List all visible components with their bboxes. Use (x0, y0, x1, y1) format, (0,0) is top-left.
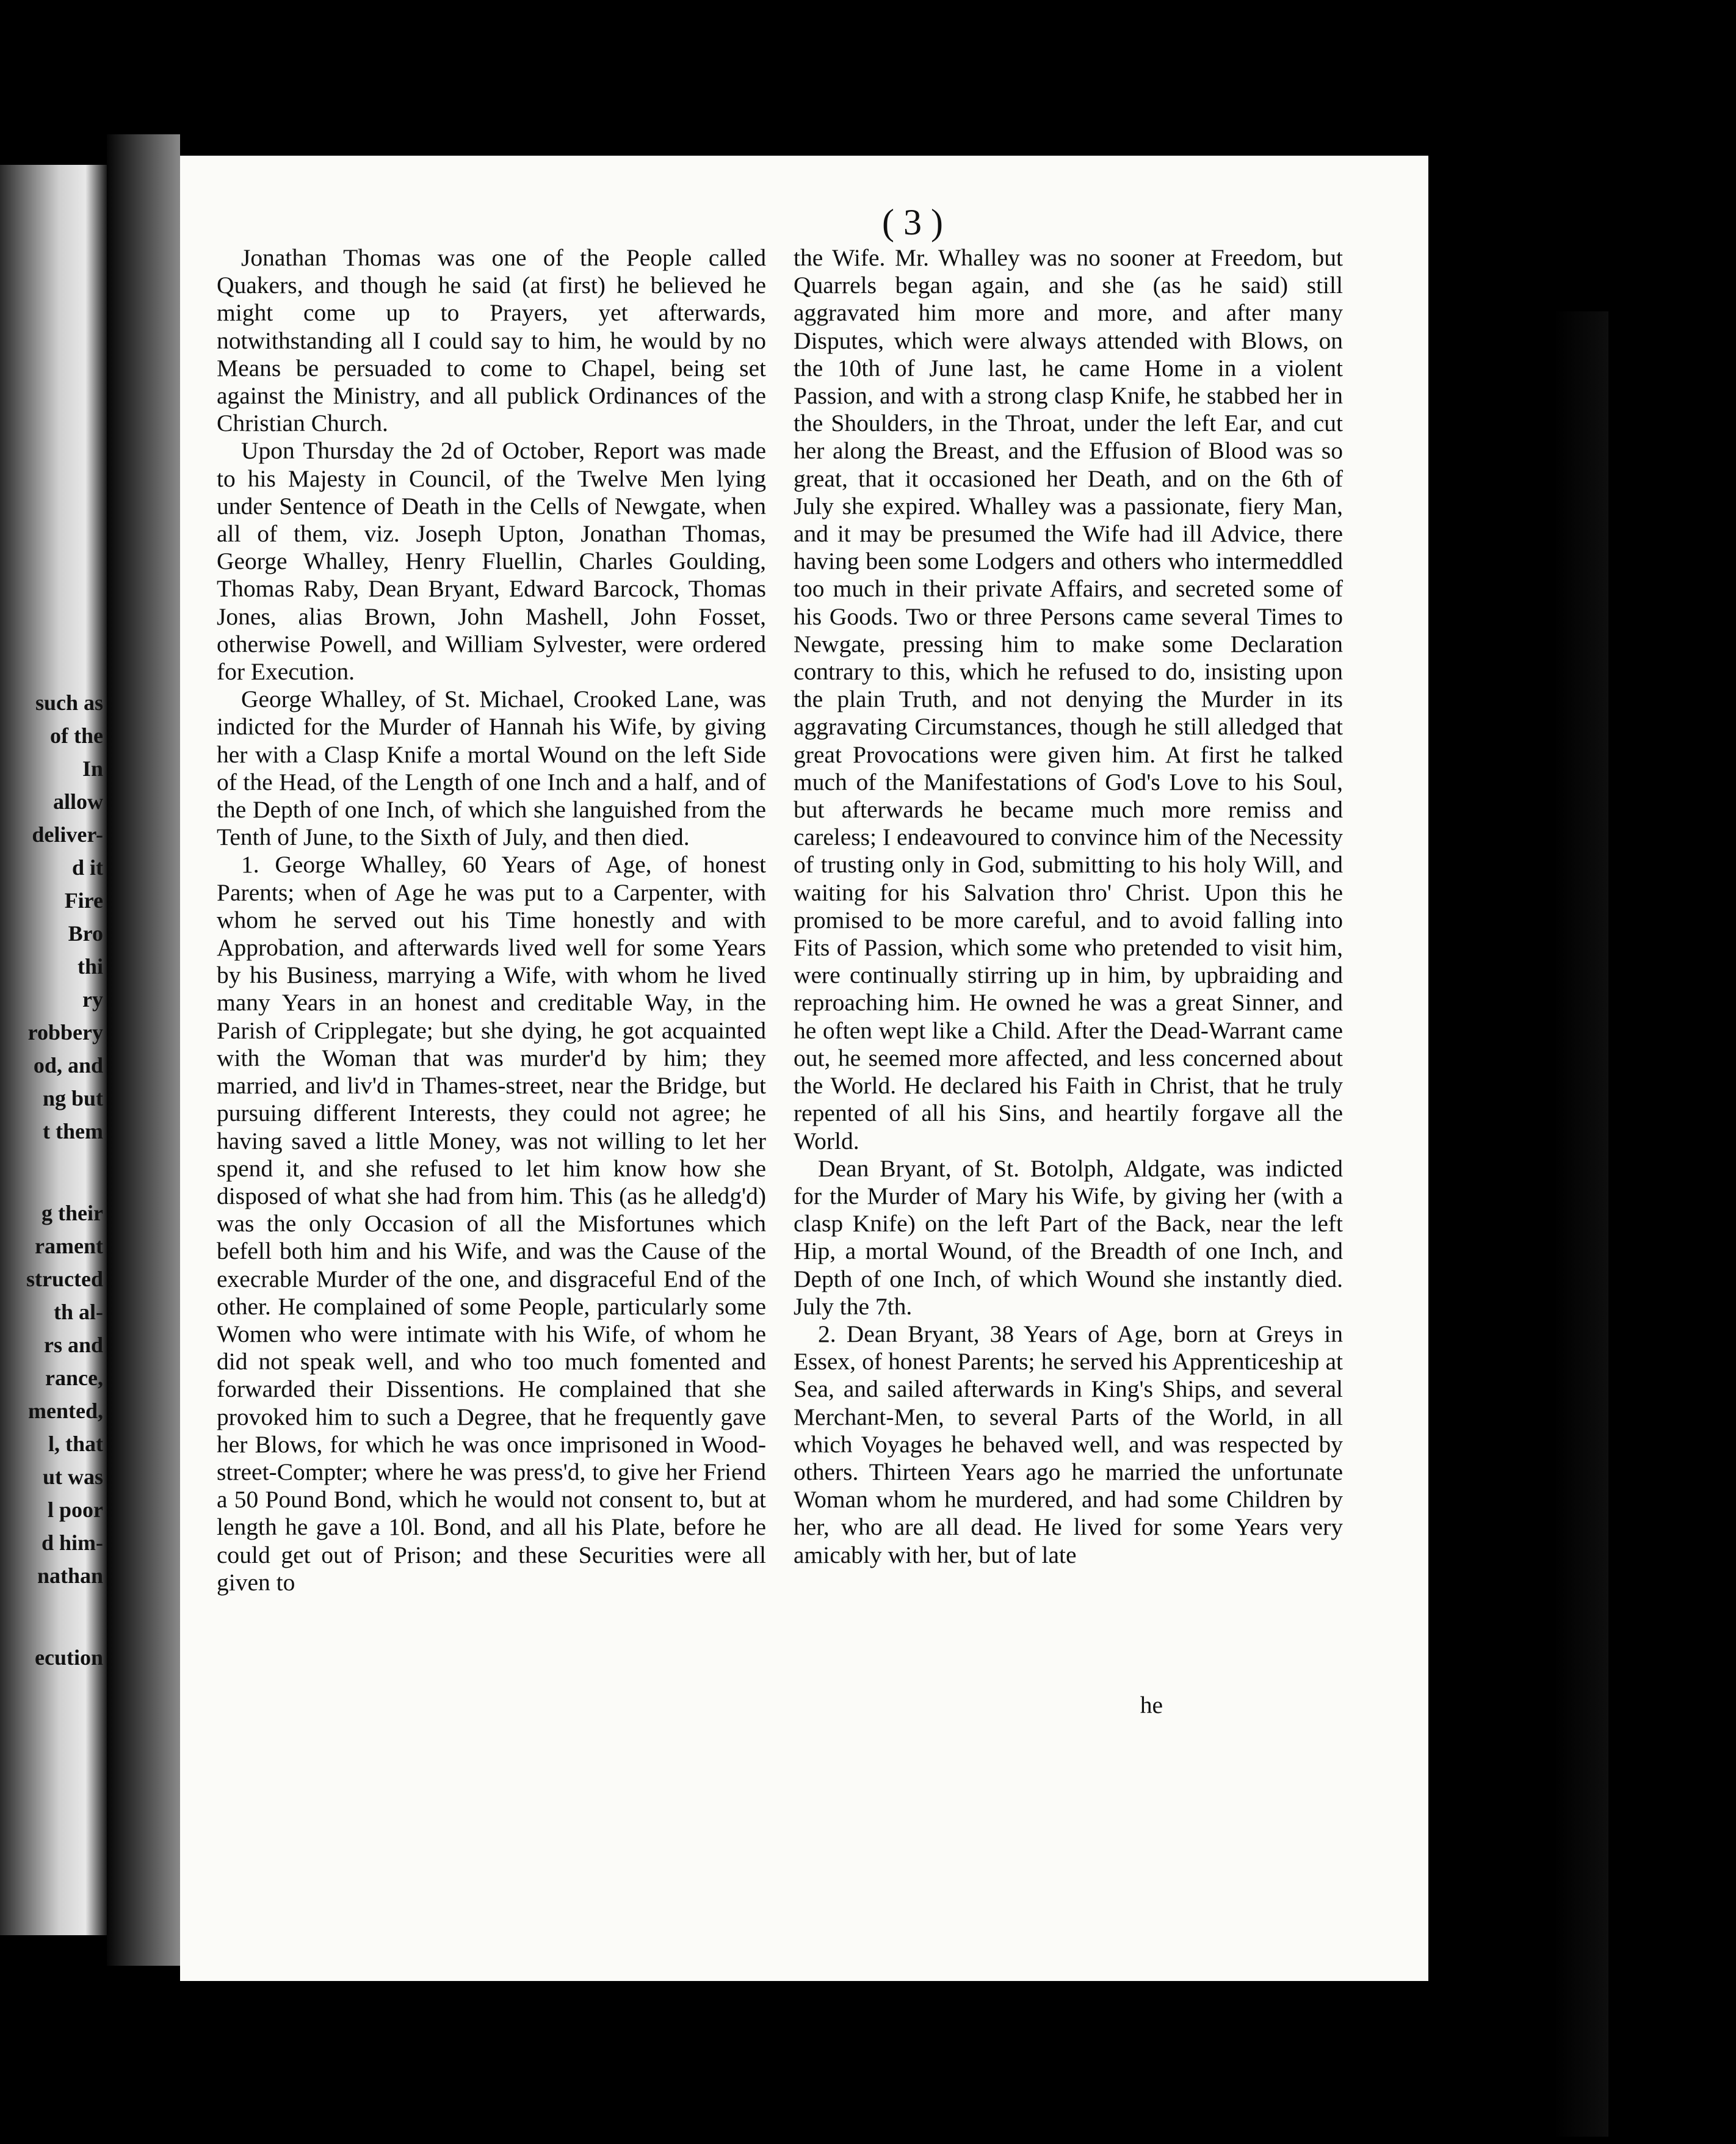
paragraph-whalley-account: 1. George Whalley, 60 Years of Age, of honest Parents; when of Age he was put to a Carpenter, with whom he served out his Time honestly and with Approbation, and afterwards lived well for some Years by his Business, marrying a Wife, with whom he lived many Years in an honest and creditable Way, in the Parish of Cripplegate; but she dying, he got acquainted with the Woman that was murder'd by him; they married, and liv'd in Thames-street, near the Bridge, but pursuing different Interests, they could not agree; he having saved a little Money, was not willing to let her spend it, and she refused to let him know how she disposed of what she had from him. This (as he alledg'd) was the only Occasion of all the Misfortunes which befell both him and his Wife, and was the Cause of the execrable Murder of the one, and disgraceful End of the other. He complained of some People, particularly some Women who were intimate with his Wife, of whom he did not speak well, and who too much fomented and forwarded their Dissentions. He complained that she provoked him to such a Degree, that he frequently gave her Blows, for which he was once imprisoned in Wood-street-Compter; where he was press'd, to give her Friend a 50 Pound Bond, which he would not consent to, but at length he gave a 10l. Bond, and all his Plate, before he could get out of Prison; and these Securities were all given to (217, 851, 766, 1596)
previous-page-fragment: rance, (45, 1366, 103, 1390)
catchword: he (1140, 1692, 1163, 1718)
previous-page-fragment: robbery (27, 1020, 103, 1045)
previous-page-fragment: Fire (64, 888, 103, 913)
previous-page-fragment: od, and (33, 1053, 103, 1077)
paragraph-bryant-account: 2. Dean Bryant, 38 Years of Age, born at Greys in Essex, of honest Parents; he served his Apprenticeship at Sea, and sailed afterwards in King's Ships, and several Merchant-Men, to several Parts of the World, in all which Voyages he behaved well, and was respected by others. Thirteen Years ago he married the unfortunate Woman whom he murdered, and had some Children by her, who are all dead. He lived for some Years very amicably with her, but of late (794, 1320, 1343, 1568)
previous-page-fragment: ry (82, 987, 103, 1012)
previous-page-fragment: of the (50, 723, 103, 748)
previous-page-fragment: thi (77, 954, 103, 979)
paragraph-report: Upon Thursday the 2d of October, Report was made to his Majesty in Council, of the Twelve Men lying under Sentence of Death in the Cells of Newgate, when all of them, viz. Joseph Upton, Jonathan Thomas, George Whalley, Henry Fluellin, Charles Goulding, Thomas Raby, Dean Bryant, Edward Barcock, Thomas Jones, alias Brown, John Mashell, John Fosset, otherwise Powell, and William Sylvester, were ordered for Execution. (217, 437, 766, 686)
left-column (217, 244, 766, 1596)
paragraph-whalley-continued: the Wife. Mr. Whalley was no sooner at Freedom, but Quarrels began again, and she (as he said) still aggravated him more and more, and after many Disputes, which were always attended with Blows, on the 10th of June last, he came Home in a violent Passion, and with a strong clasp Knife, he stabbed her in the Shoulders, in the Throat, under the left Ear, and cut her along the Breast, and the Effusion of Blood was so great, that it occasioned her Death, and on the 6th of July she expired. Whalley was a passionate, fiery Man, and it may be presumed the Wife had ill Advice, there having been some Lodgers and others who intermeddled too much in their private Affairs, and secreted some of his Goods. Two or three Persons came several Times to Newgate, pressing him to make some Declaration contrary to this, which he refused to do, insisting upon the plain Truth, and not denying the Murder in its aggravating Circumstances, though he still alledged that great Provocations were given him. At first he talked much of the Manifestations of God's Love to his Soul, but afterwards he became much more remiss and careless; I endeavoured to convince him of the Necessity of trusting only in God, submitting to his holy Will, and waiting for his Salvation thro' Christ. Upon this he promised to be more careful, and to avoid falling into Fits of Passion, which some who pretended to visit him, were continually stirring up in him, by upbraiding and reproaching him. He owned he was a great Sinner, and he often wept like a Child. After the Dead-Warrant came out, he seemed more affected, and less concerned about the World. He declared his Faith in Christ, that he truly repented of all his Sins, and heartily forgave all the World. (794, 244, 1343, 1154)
previous-page-fragment: rs and (43, 1333, 103, 1357)
previous-page-fragment: d it (71, 855, 103, 880)
page-edge-shadow (1553, 311, 1608, 2137)
previous-page-fragment: t them (43, 1119, 103, 1143)
previous-page-fragment: deliver- (32, 822, 103, 847)
previous-page-fragment: ecution (35, 1645, 103, 1670)
previous-page-fragment: nathan (37, 1563, 103, 1588)
previous-page-edge (0, 165, 107, 1935)
previous-page-fragment: l, that (48, 1432, 103, 1456)
page-number: ( 3 ) (882, 202, 943, 242)
previous-page-fragment: ut was (42, 1465, 103, 1489)
previous-page-fragment: th al- (54, 1300, 103, 1324)
previous-page-fragment: ng but (42, 1086, 103, 1110)
previous-page-fragment: such as (35, 690, 103, 715)
right-column (794, 244, 1343, 1569)
book-gutter (107, 134, 180, 1966)
previous-page-fragment: l poor (47, 1498, 103, 1522)
paragraph-jonathan-thomas: Jonathan Thomas was one of the People called Quakers, and though he said (at first) he believed he might come up to Prayers, yet afterwards, notwithstanding all I could say to him, he would by no Means be persuaded to come to Chapel, being set against the Ministry, and all publick Ordinances of the Christian Church. (217, 244, 766, 437)
previous-page-fragment: In (82, 756, 103, 781)
previous-page-fragment: allow (52, 789, 103, 814)
previous-page-fragment: d him- (41, 1530, 103, 1555)
previous-page-fragment: rament (35, 1234, 103, 1258)
previous-page-fragment: Bro (68, 921, 103, 946)
previous-page-fragment: mented, (28, 1399, 103, 1423)
previous-page-fragment: structed (26, 1267, 103, 1291)
paragraph-whalley-indictment: George Whalley, of St. Michael, Crooked Lane, was indicted for the Murder of Hannah his Wife, by giving her with a Clasp Knife a mortal Wound on the left Side of the Head, of the Length of one Inch and a half, and of the Depth of one Inch, of which she languished from the Tenth of June, to the Sixth of July, and then died. (217, 686, 766, 851)
paragraph-bryant-indictment: Dean Bryant, of St. Botolph, Aldgate, was indicted for the Murder of Mary his Wife, by giving her (with a clasp Knife) on the left Part of the Back, near the left Hip, a mortal Wound, of the Breadth of one Inch, and Depth of one Inch, of which Wound she instantly died. July the 7th. (794, 1154, 1343, 1320)
previous-page-fragment: g their (42, 1201, 103, 1225)
